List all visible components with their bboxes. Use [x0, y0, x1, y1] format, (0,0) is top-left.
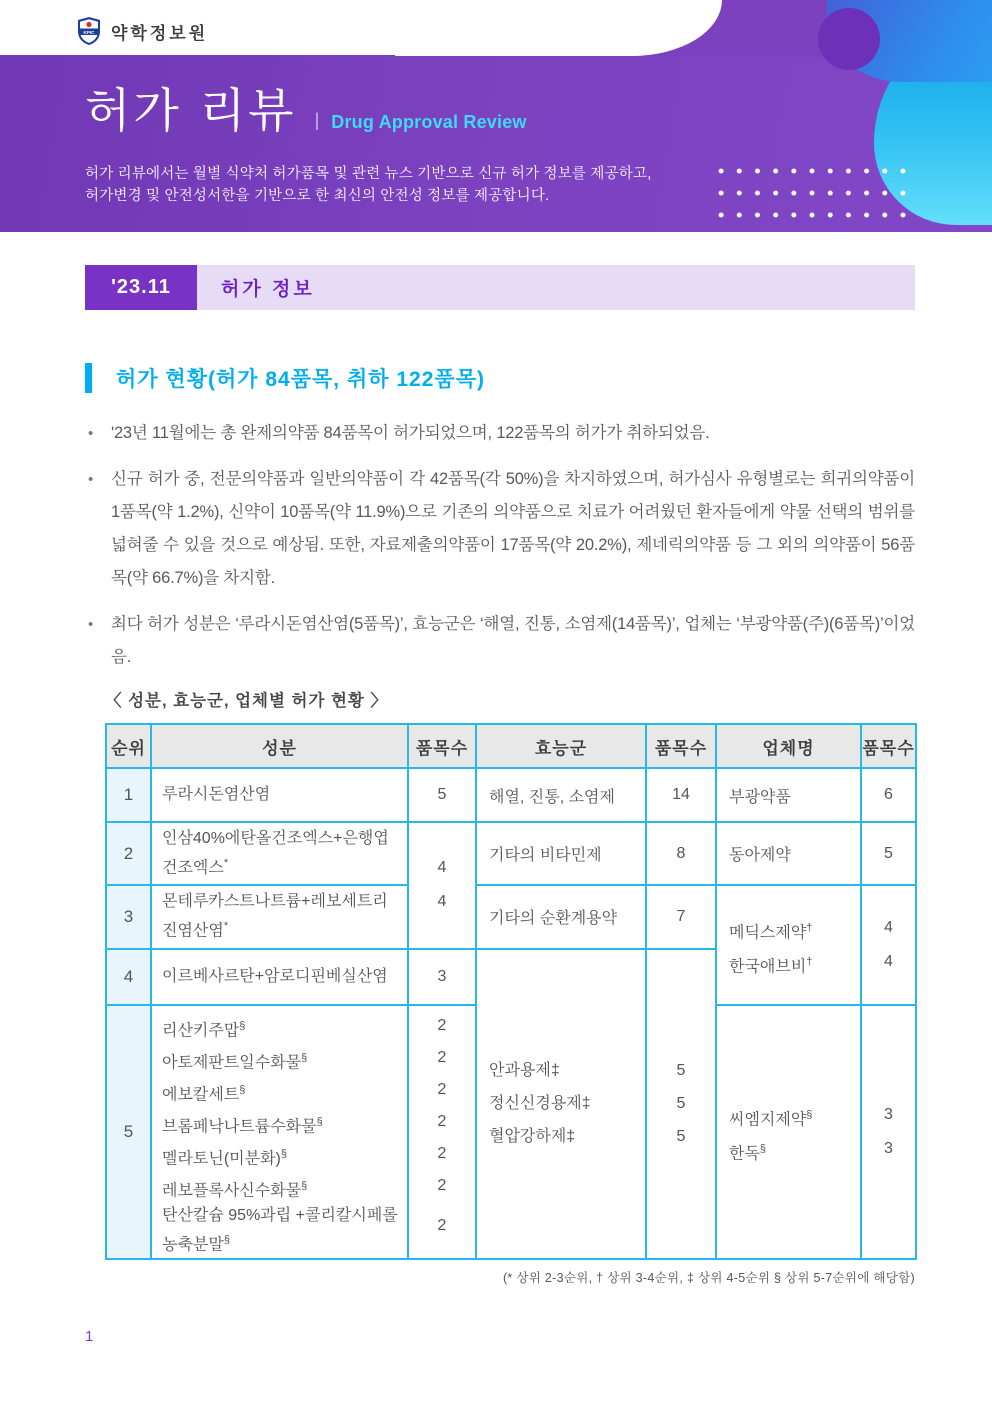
ingredient-list-cell: 리산키주맙§ 아토제판트일수화물§ 에보칼세트§ 브롬페낙나트륨수화물§ 멜라토닌(미분화)§ 레보플록사신수화물§ 탄산칼슘 95%과립 +콜리칼시페롤농축분말§ — [151, 1005, 408, 1259]
column-header-effect-count: 품목수 — [646, 724, 716, 768]
footnote-mark: § — [239, 1019, 246, 1032]
table-caption: 〈 성분, 효능군, 업체별 허가 현황 〉 — [105, 692, 388, 710]
company-cell: 동아제약 — [716, 822, 861, 885]
kpic-shield-icon — [76, 16, 102, 46]
bullet-item: • 최다 허가 성분은 ‘루라시돈염산염(5품목)’, 효능군은 ‘해열, 진통, 소염제(14품목)’, 업체는 ‘부광약품(주)(6품목)’이었음. — [85, 608, 915, 674]
column-header-company: 업체명 — [716, 724, 861, 768]
footnote-mark: * — [223, 920, 229, 933]
effect-cell: 기타의 순환계용약 — [476, 885, 646, 948]
table-footnote: (* 상위 2-3순위, † 상위 3-4순위, ‡ 상위 4-5순위 § 상위 5-7순위에 해당함) — [502, 1270, 915, 1285]
banner-title-divider: | — [314, 110, 320, 130]
footnote-mark: ‡ — [550, 1062, 560, 1080]
footnote-mark: § — [239, 1083, 246, 1096]
footnote-mark: § — [301, 1179, 308, 1192]
table-header-row — [106, 724, 916, 768]
bullet-item: • '23년 11월에는 총 완제의약품 84품목이 허가되었으며, 122품목의 허가가 취하되었음. — [85, 417, 915, 450]
company-count-merged-cell: 4 4 — [861, 885, 916, 1004]
page-number: 1 — [85, 1328, 94, 1345]
ingredient-count-cell: 5 — [408, 768, 476, 822]
company-count-merged-cell: 3 3 — [861, 1005, 916, 1259]
ingredient-count-cell: 3 — [408, 949, 476, 1005]
banner-subtitle: Drug Approval Review — [331, 112, 527, 132]
subsection-header — [85, 363, 915, 393]
column-header-company-count: 품목수 — [861, 724, 916, 768]
summary-bullet-list — [85, 417, 915, 674]
footnote-mark: † — [806, 921, 813, 934]
footnote-mark: § — [280, 1147, 287, 1160]
effect-cell: 해열, 진통, 소염제 — [476, 768, 646, 822]
section-title-bar — [197, 265, 915, 310]
rank-cell: 1 — [106, 768, 151, 822]
banner-description-line1: 허가 리뷰에서는 월별 식약처 허가품목 및 관련 뉴스 기반으로 신규 허가 정보를 제공하고, — [85, 166, 652, 182]
company-count-cell: 6 — [861, 768, 916, 822]
subsection-title: 허가 현황(허가 84품목, 취하 122품목) — [116, 368, 485, 391]
rank-cell: 3 — [106, 885, 151, 948]
footnote-mark: § — [223, 1233, 230, 1246]
effect-count-merged-cell: 5 5 5 — [646, 949, 716, 1259]
footnote-mark: ‡ — [581, 1095, 591, 1113]
footnote-mark: * — [223, 857, 229, 869]
bullet-item: • 신규 허가 중, 전문의약품과 일반의약품이 각 42품목(각 50%)을 차지하였으며, 허가심사 유형별로는 희귀의약품이 1품목(약 1.2%), 신약이 10품목(약 11.9%)으로 기존의 의약품으로 치료가 어려웠던 환자들에게 약물 선택의 범위를 넓혀줄 수 있을 것으로 예상됨. 또한, 자료제출의약품이 17품목(약 20.2%), 제네릭의약품 등 그 외의 의약품이 56품목(약 66.7%)을 차지함. — [85, 463, 915, 595]
column-header-ingredient-count: 품목수 — [408, 724, 476, 768]
footnote-mark: § — [316, 1115, 323, 1128]
column-header-rank: 순위 — [106, 724, 151, 768]
approval-status-table — [105, 723, 917, 1260]
ingredient-cell: 이르베사르탄+암로디핀베실산염 — [151, 949, 408, 1005]
banner-description — [85, 163, 651, 207]
banner-description-line2: 허가변경 및 안전성서한을 기반으로 한 최신의 안전성 정보를 제공합니다. — [85, 188, 550, 204]
footnote-mark: § — [806, 1108, 813, 1121]
banner-title: 허가 리뷰 — [85, 84, 297, 139]
table-row — [106, 822, 916, 885]
footnote-mark: † — [806, 955, 813, 968]
company-merged-cell: 씨엠지제약§ 한독§ — [716, 1005, 861, 1259]
table-row — [106, 768, 916, 822]
company-merged-cell: 메딕스제약† 한국애브비† — [716, 885, 861, 1004]
footnote-mark: § — [759, 1142, 767, 1155]
rank-cell: 4 — [106, 949, 151, 1005]
effect-count-cell: 7 — [646, 885, 716, 948]
ingredient-cell: 인삼40%에탄올건조엑스+은행엽 건조엑스* — [151, 822, 408, 885]
effect-count-cell: 14 — [646, 768, 716, 822]
ingredient-cell: 몬테루카스트나트륨+레보세트리진염산염* — [151, 885, 408, 948]
svg-text:KPIC: KPIC — [83, 29, 95, 35]
footnote-mark: § — [301, 1051, 308, 1064]
effect-merged-cell: 안과용제‡ 정신신경용제‡ 혈압강하제‡ — [476, 949, 646, 1259]
effect-cell: 기타의 비타민제 — [476, 822, 646, 885]
effect-count-cell: 8 — [646, 822, 716, 885]
company-count-cell: 5 — [861, 822, 916, 885]
section-header — [85, 265, 915, 310]
purple-circle-decoration — [818, 8, 880, 70]
ingredient-count-merged-cell: 4 4 — [408, 822, 476, 949]
date-badge: '23.11 — [85, 265, 197, 310]
ingredient-count-list-cell: 2 2 2 2 2 2 2 — [408, 1005, 476, 1259]
ingredient-cell: 루라시돈염산염 — [151, 768, 408, 822]
kpic-logo — [76, 16, 208, 46]
subsection-accent-bar — [85, 363, 92, 393]
column-header-ingredient: 성분 — [151, 724, 408, 768]
company-cell: 부광약품 — [716, 768, 861, 822]
table-row — [106, 885, 916, 948]
footnote-mark: ‡ — [566, 1128, 576, 1146]
logo-org-name: 약학정보원 — [111, 23, 209, 43]
section-title: 허가 정보 — [221, 279, 315, 300]
banner-white-curve — [395, 0, 722, 56]
rank-cell: 2 — [106, 822, 151, 885]
column-header-effect: 효능군 — [476, 724, 646, 768]
dots-pattern-decoration — [712, 160, 914, 226]
rank-cell: 5 — [106, 1005, 151, 1259]
